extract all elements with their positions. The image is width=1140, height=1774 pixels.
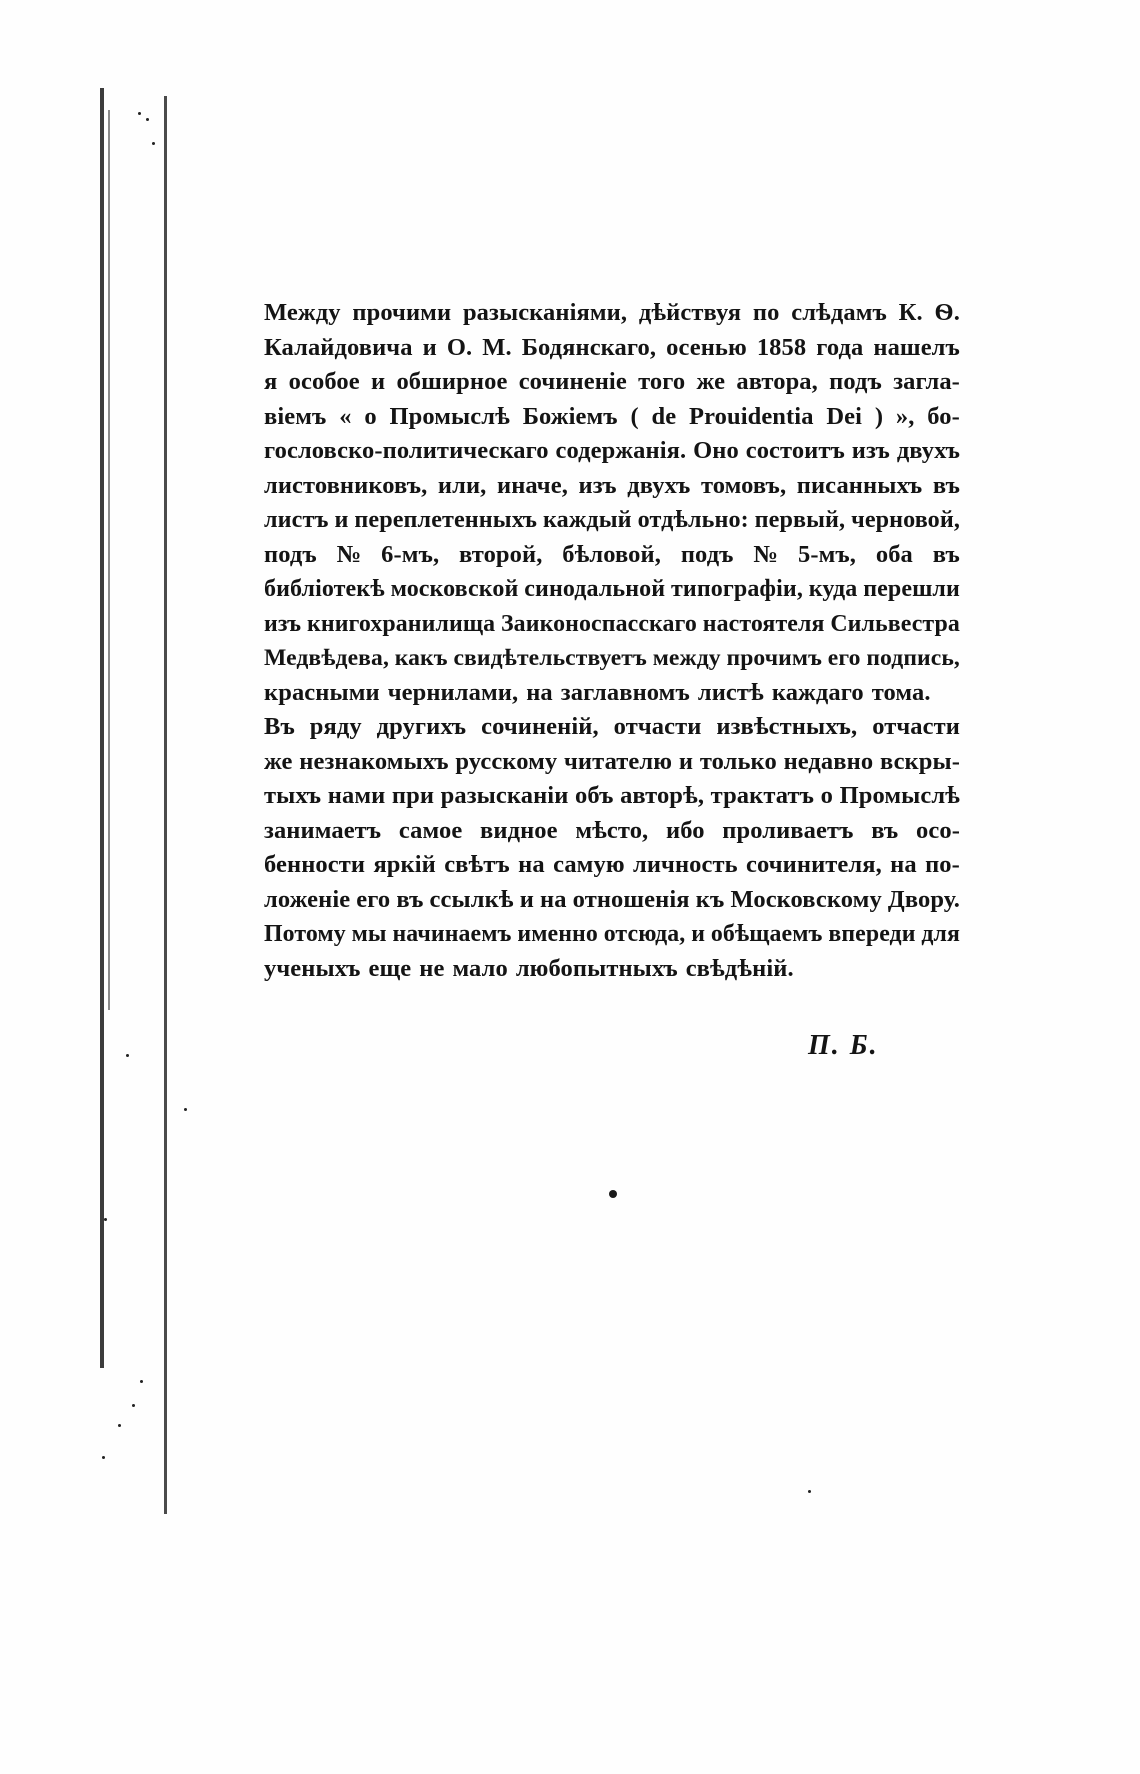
word: Двору.: [887, 885, 960, 913]
word: обѣщаемъ: [710, 921, 823, 947]
word: ложенiе: [264, 885, 351, 913]
word: читателю: [564, 747, 673, 775]
text-line: [264, 365, 960, 400]
word: отсюда,: [603, 921, 686, 947]
word: Калайдовича: [264, 333, 413, 361]
word: заглавномъ: [560, 678, 690, 706]
text-line: [264, 331, 960, 366]
word: подъ: [829, 368, 882, 395]
word: на: [518, 851, 545, 878]
text-line: [264, 469, 960, 504]
word: тыхъ: [264, 782, 322, 809]
word: второй,: [459, 540, 543, 568]
word: сочинителя,: [746, 851, 882, 878]
word: же: [264, 747, 293, 775]
word: книгохранилища: [306, 610, 496, 637]
word: Prouidentia: [689, 402, 814, 430]
text-line: [264, 434, 960, 469]
word: сочиненiй,: [481, 713, 599, 740]
text-line: [264, 607, 960, 642]
word: нами: [327, 782, 386, 809]
text-line: [264, 296, 960, 331]
word: К.: [898, 299, 923, 326]
word: для: [921, 921, 960, 947]
text-line: [264, 814, 960, 849]
word: на: [540, 885, 567, 913]
word: de: [651, 402, 677, 430]
word: ссылкѣ: [429, 885, 514, 913]
scan-speck: [140, 1380, 143, 1383]
word: московской: [390, 576, 519, 602]
word: по-: [925, 851, 960, 878]
word: осенью: [666, 333, 747, 361]
text-line: [264, 779, 960, 814]
word: Заиконоспасскаго: [500, 610, 697, 637]
word: и: [370, 368, 386, 395]
word: 6-мъ,: [381, 540, 440, 568]
paragraph: [264, 296, 960, 710]
word: ученыхъ: [264, 954, 361, 982]
word: извѣстныхъ,: [716, 713, 858, 740]
word: синодальной: [524, 576, 666, 602]
word: свидѣтельствуетъ: [453, 645, 647, 671]
word: томовъ,: [700, 471, 787, 499]
word: и: [519, 885, 534, 913]
word: на: [526, 678, 553, 706]
word: его: [356, 885, 391, 913]
word: Между: [264, 299, 341, 326]
word: писанныхъ: [796, 471, 923, 499]
word: Потому: [264, 921, 346, 947]
word: я: [264, 368, 278, 395]
word: оба: [875, 540, 913, 568]
word: Бодянскаго,: [521, 333, 657, 361]
word: и: [334, 506, 349, 533]
word: листовниковъ,: [264, 471, 428, 499]
word: Сильвестра: [830, 610, 960, 637]
word: же: [696, 368, 726, 395]
word: мало: [452, 954, 508, 982]
text-line: [264, 503, 960, 538]
word: бо-: [927, 402, 960, 430]
word: ряду: [309, 713, 362, 740]
word: занимаетъ: [264, 816, 382, 844]
word: Московскому: [730, 885, 882, 913]
word: листъ: [264, 506, 329, 533]
word: яркiй: [373, 851, 436, 878]
word: листѣ: [697, 678, 764, 706]
text-line: [264, 883, 960, 918]
word: 5-мъ,: [798, 540, 857, 568]
word: подъ: [680, 540, 734, 568]
word: двухъ: [627, 471, 691, 499]
word: загла-: [893, 368, 960, 395]
word: видное: [480, 816, 558, 844]
word: №: [753, 540, 779, 568]
scan-speck: [102, 1456, 105, 1459]
word: свѣтъ: [444, 851, 510, 878]
scan-speck: [184, 1108, 187, 1111]
word: и: [422, 333, 437, 361]
author-signature: П. Б.: [808, 1030, 879, 1061]
word: объ: [575, 782, 614, 809]
word: личность: [632, 851, 738, 878]
word: обширное: [396, 368, 508, 395]
word: изъ: [851, 437, 890, 464]
scan-speck: [132, 1404, 135, 1407]
paragraph: [264, 710, 960, 986]
text-line: [264, 676, 960, 711]
word: Промыслѣ: [389, 402, 510, 430]
word: разысканiями,: [462, 299, 628, 326]
word: не: [419, 954, 445, 982]
scan-speck: [104, 1218, 107, 1221]
word: прочими: [352, 299, 452, 326]
word: о: [820, 782, 833, 809]
word: перешли: [863, 576, 960, 602]
text-line: [264, 917, 960, 952]
binding-edge-shadow: [108, 110, 110, 1010]
scan-speck: [138, 112, 141, 115]
word: самую: [553, 851, 625, 878]
text-line: [264, 745, 960, 780]
word: или,: [437, 471, 487, 499]
scan-speck: [146, 118, 149, 121]
word: какъ: [394, 645, 448, 671]
word: проливаетъ: [722, 816, 854, 844]
word: русскому: [455, 747, 558, 775]
word: Dei: [826, 402, 863, 430]
word: библiотекѣ: [264, 576, 385, 602]
word: его: [827, 645, 861, 671]
word: прочимъ: [726, 645, 822, 671]
word: любопытныхъ: [515, 954, 678, 982]
word: дѣйствуя: [638, 299, 742, 326]
word: №: [336, 540, 362, 568]
word: отношенiя: [572, 885, 690, 913]
word: каждый: [543, 506, 632, 533]
word: того: [638, 368, 686, 395]
word: Медвѣдева,: [264, 645, 389, 671]
word: изъ: [578, 471, 617, 499]
binding-edge-left: [100, 88, 104, 1368]
word: настоятеля: [702, 610, 825, 637]
word: впереди: [828, 921, 916, 947]
text-line: [264, 641, 960, 676]
word: ибо: [665, 816, 705, 844]
word: еще: [368, 954, 412, 982]
word: вскры-: [879, 747, 960, 775]
word: при: [391, 782, 435, 809]
word: вiемъ: [264, 402, 327, 430]
word: особое: [288, 368, 360, 395]
word: года: [816, 333, 864, 361]
scan-speck: [152, 142, 155, 145]
text-line: [264, 710, 960, 745]
word: М.: [482, 333, 512, 361]
word: изъ: [264, 610, 302, 637]
word: каждаго: [771, 678, 864, 706]
word: двухъ: [896, 437, 960, 464]
word: авторѣ,: [620, 782, 705, 809]
word: черновой,: [851, 506, 960, 533]
word: Божiемъ: [522, 402, 618, 430]
word: свѣдѣнiй.: [685, 954, 794, 982]
page-ornament-dot: [609, 1190, 617, 1198]
word: тома.: [871, 678, 931, 706]
body-text: [264, 296, 960, 986]
word: отдѣльно:: [637, 506, 749, 533]
word: между: [652, 645, 721, 671]
word: въ: [932, 540, 960, 568]
word: недавно: [783, 747, 874, 775]
word: другихъ: [376, 713, 467, 740]
word: состоитъ: [745, 437, 845, 464]
word: отчасти: [872, 713, 960, 740]
word: О.: [446, 333, 473, 361]
word: по: [752, 299, 780, 326]
word: «: [339, 402, 352, 430]
scan-speck: [126, 1054, 129, 1057]
word: иначе,: [497, 471, 568, 499]
word: Въ: [264, 713, 295, 740]
word: мы: [351, 921, 387, 947]
word: слѣдамъ: [791, 299, 887, 326]
word: самое: [398, 816, 463, 844]
word: подъ: [264, 540, 317, 568]
word: 1858: [756, 333, 807, 361]
word: красными: [264, 678, 380, 706]
word: подпись,: [866, 645, 960, 671]
word: и: [691, 921, 706, 947]
word: въ: [396, 885, 424, 913]
word: содержанiя.: [555, 437, 687, 464]
word: (: [630, 402, 639, 430]
word: отчасти: [613, 713, 702, 740]
word: куда: [808, 576, 858, 602]
word: разысканiи: [440, 782, 569, 809]
word: »,: [895, 402, 915, 430]
word: трактатъ: [710, 782, 815, 809]
word: бенности: [264, 851, 366, 878]
word: гословско-политическаго: [264, 437, 549, 464]
scan-speck: [118, 1424, 121, 1427]
word: начинаемъ: [392, 921, 512, 947]
word: именно: [517, 921, 598, 947]
word: нашелъ: [873, 333, 960, 361]
word: о: [364, 402, 377, 430]
word: и: [678, 747, 694, 775]
word: незнакомыхъ: [299, 747, 449, 775]
text-line: [264, 538, 960, 573]
word: бѣловой,: [562, 540, 661, 568]
scan-speck: [808, 1490, 811, 1493]
word: типографiи,: [671, 576, 803, 602]
word: Ѳ.: [934, 299, 960, 326]
word: Промыслѣ: [839, 782, 960, 809]
word: къ: [695, 885, 725, 913]
word: переплетенныхъ: [354, 506, 538, 533]
text-line: [264, 952, 960, 987]
word: первый,: [754, 506, 846, 533]
text-line: [264, 848, 960, 883]
word: Оно: [693, 437, 739, 464]
word: автора,: [736, 368, 818, 395]
word: ): [874, 402, 884, 430]
word: чернилами,: [387, 678, 519, 706]
word: въ: [932, 471, 960, 499]
word: въ: [871, 816, 899, 844]
word: на: [890, 851, 917, 878]
text-line: [264, 572, 960, 607]
word: осо-: [916, 816, 960, 844]
text-line: [264, 400, 960, 435]
word: мѣсто,: [575, 816, 649, 844]
binding-edge-inner: [164, 96, 167, 1514]
word: только: [699, 747, 777, 775]
word: сочиненiе: [518, 368, 627, 395]
